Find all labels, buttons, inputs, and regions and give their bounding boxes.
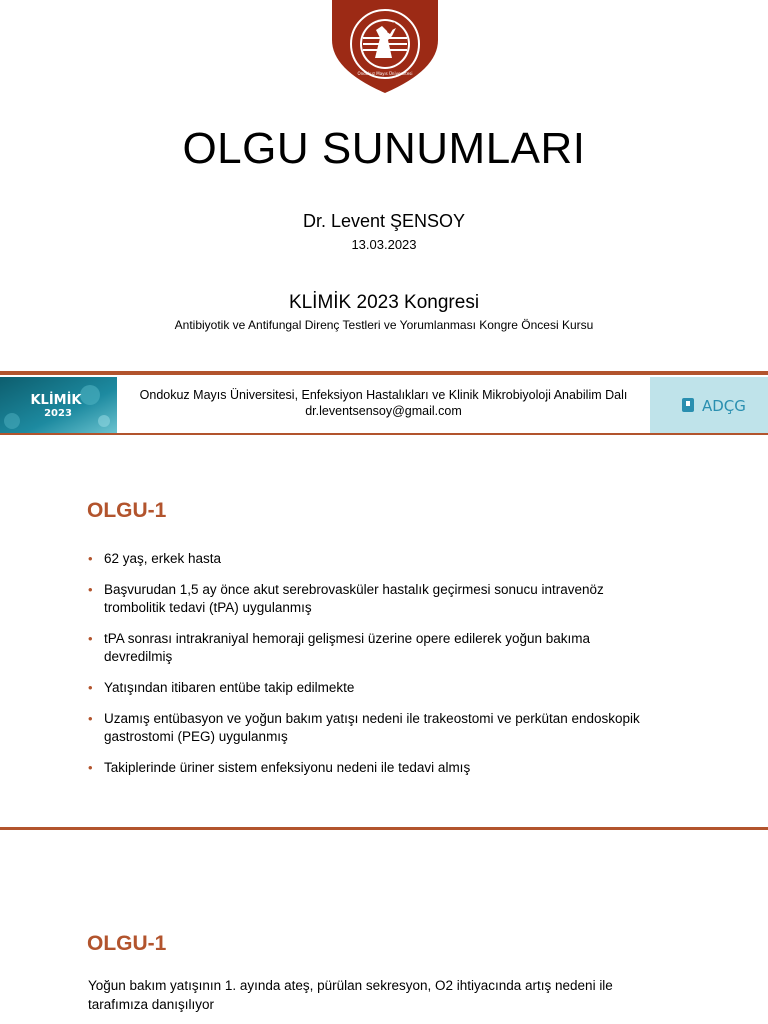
author-email: dr.leventsensoy@gmail.com	[305, 404, 462, 418]
bullet-item	[88, 679, 648, 697]
banner-divider-top	[0, 371, 768, 375]
bullet-dot: •	[88, 551, 93, 566]
bullet-item	[88, 550, 648, 568]
university-logo	[330, 0, 440, 94]
bullet-dot: •	[88, 711, 93, 726]
bullet-dot: •	[88, 760, 93, 775]
adcg-logo-icon	[650, 377, 768, 433]
bullet-text: Başvurudan 1,5 ay önce akut serebrovasküler hastalık geçirmesi sonucu intravenöz trombolitik tedavi (tPA) uygulanmış	[104, 582, 604, 615]
bullet-text: Yatışından itibaren entübe takip edilmekte	[104, 680, 355, 695]
bullet-item	[88, 581, 648, 617]
bullet-text: Takiplerinde üriner sistem enfeksiyonu nedeni ile tedavi almış	[104, 760, 471, 775]
case-heading-continued: OLGU-1	[87, 932, 167, 955]
congress-name: KLİMİK 2023 Kongresi	[288, 292, 480, 313]
presentation-date: 13.03.2023	[351, 237, 417, 252]
case-paragraph: Yoğun bakım yatışının 1. ayında ateş, pürülan sekresyon, O2 ihtiyacında artış nedeni ile tarafımıza danışılıyor	[88, 978, 613, 1012]
slide-title: OLGU SUNUMLARI	[182, 124, 586, 173]
bullet-text: 62 yaş, erkek hasta	[104, 551, 222, 566]
case-bullet-list	[88, 550, 648, 790]
course-name: Antibiyotik ve Antifungal Direnç Testleri ve Yorumlanması Kongre Öncesi Kursu	[174, 318, 594, 332]
bullet-item	[88, 630, 648, 666]
bullet-item	[88, 710, 648, 746]
klimik-logo-line1: KLİMİK	[30, 393, 82, 408]
klimik-logo-line2: 2023	[44, 408, 72, 419]
bullet-text: Uzamış entübasyon ve yoğun bakım yatışı nedeni ile trakeostomi ve perkütan endoskopik gastrostomi (PEG) uygulanmış	[104, 711, 640, 744]
bullet-text: tPA sonrası intrakraniyal hemoraji gelişmesi üzerine opere edilerek yoğun bakıma devredilmiş	[104, 631, 590, 664]
slide-divider	[0, 827, 768, 830]
bullet-item	[88, 759, 648, 777]
bullet-dot: •	[88, 680, 93, 695]
banner-divider-bottom	[0, 433, 768, 435]
affiliation-banner	[0, 377, 768, 433]
adcg-logo-text: ADÇG	[702, 397, 746, 415]
bullet-dot: •	[88, 582, 93, 597]
author-name: Dr. Levent ŞENSOY	[302, 211, 466, 231]
klimik-logo	[0, 377, 117, 433]
case-heading: OLGU-1	[87, 499, 167, 522]
logo-text: Ondokuz Mayıs Üniversitesi	[357, 71, 413, 76]
bullet-dot: •	[88, 631, 93, 646]
institution-name: Ondokuz Mayıs Üniversitesi, Enfeksiyon Hastalıkları ve Klinik Mikrobiyoloji Anabilim Dalı	[139, 388, 628, 402]
